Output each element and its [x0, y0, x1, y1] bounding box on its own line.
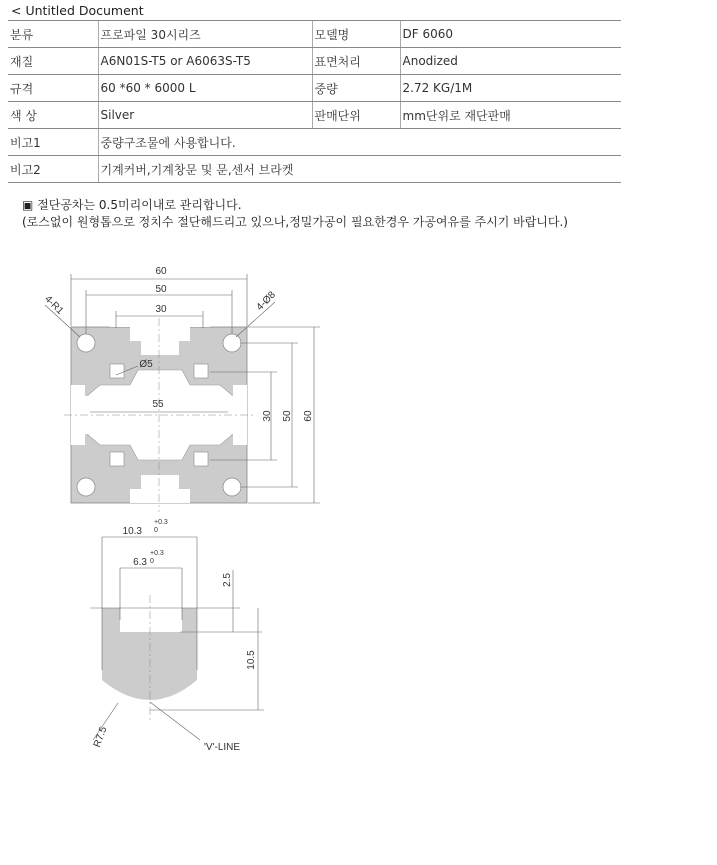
dim-center-hole: Ø5: [139, 359, 153, 370]
dim-corner-radius: 4-R1: [42, 293, 66, 317]
spec-key: 중량: [312, 75, 400, 102]
back-link[interactable]: < Untitled Document: [11, 3, 144, 18]
tolerance-note: ▣ 절단공차는 0.5미리이내로 관리합니다.: [22, 198, 242, 212]
spec-value: 프로파일 30시리즈: [98, 21, 312, 48]
table-row: [8, 75, 621, 102]
spec-value: Anodized: [400, 48, 621, 75]
slot-depth-main: 10.5: [246, 650, 257, 670]
slot-tol-lower-inner: 0: [150, 558, 154, 565]
profile-section: [64, 318, 254, 512]
dim-height-60: 60: [303, 410, 314, 422]
slot-tol-upper-inner: +0.3: [150, 550, 164, 557]
spec-key: 판매단위: [312, 102, 400, 129]
slot-tol-upper: +0.3: [154, 519, 168, 526]
spec-key: 비고2: [8, 156, 98, 183]
slot-width-inner: 6.3: [133, 557, 147, 568]
table-row: [8, 21, 621, 48]
spec-key: 분류: [8, 21, 98, 48]
table-row: [8, 102, 621, 129]
spec-value: Silver: [98, 102, 312, 129]
spec-table: [8, 20, 621, 183]
slot-width-outer: 10.3: [122, 526, 142, 537]
spec-key: 비고1: [8, 129, 98, 156]
dim-width-30: 30: [155, 304, 167, 315]
table-row: [8, 48, 621, 75]
dim-holes: 4-Ø8: [254, 289, 278, 313]
spec-value: A6N01S-T5 or A6063S-T5: [98, 48, 312, 75]
spec-key: 재질: [8, 48, 98, 75]
spec-key: 색 상: [8, 102, 98, 129]
slot-v-line: 'V'-LINE: [204, 742, 241, 753]
table-row: [8, 156, 621, 183]
cutting-note: (로스없이 원형톱으로 정치수 절단해드리고 있으나,정밀가공이 필요한경우 가공여유를 주시기 바랍니다.): [22, 215, 568, 229]
dim-height-30: 30: [262, 410, 273, 422]
spec-key: 규격: [8, 75, 98, 102]
slot-tol-lower: 0: [154, 527, 158, 534]
spec-value: 2.72 KG/1M: [400, 75, 621, 102]
dim-55: 55: [152, 399, 164, 410]
technical-drawing: [0, 250, 400, 770]
dim-width-50: 50: [155, 284, 167, 295]
spec-value: 기계커버,기계창문 및 문,센서 브라켓: [98, 156, 621, 183]
spec-key: 모델명: [312, 21, 400, 48]
dim-width-60: 60: [155, 266, 167, 277]
spec-value: mm단위로 재단판매: [400, 102, 621, 129]
slot-detail: [90, 537, 264, 740]
spec-key: 표면처리: [312, 48, 400, 75]
spec-value: DF 6060: [400, 21, 621, 48]
table-row: [8, 129, 621, 156]
slot-depth-top: 2.5: [222, 573, 233, 587]
spec-value: 60 *60 * 6000 L: [98, 75, 312, 102]
slot-radius: R7.5: [91, 725, 110, 749]
dim-height-50: 50: [282, 410, 293, 422]
spec-value: 중량구조물에 사용합니다.: [98, 129, 621, 156]
